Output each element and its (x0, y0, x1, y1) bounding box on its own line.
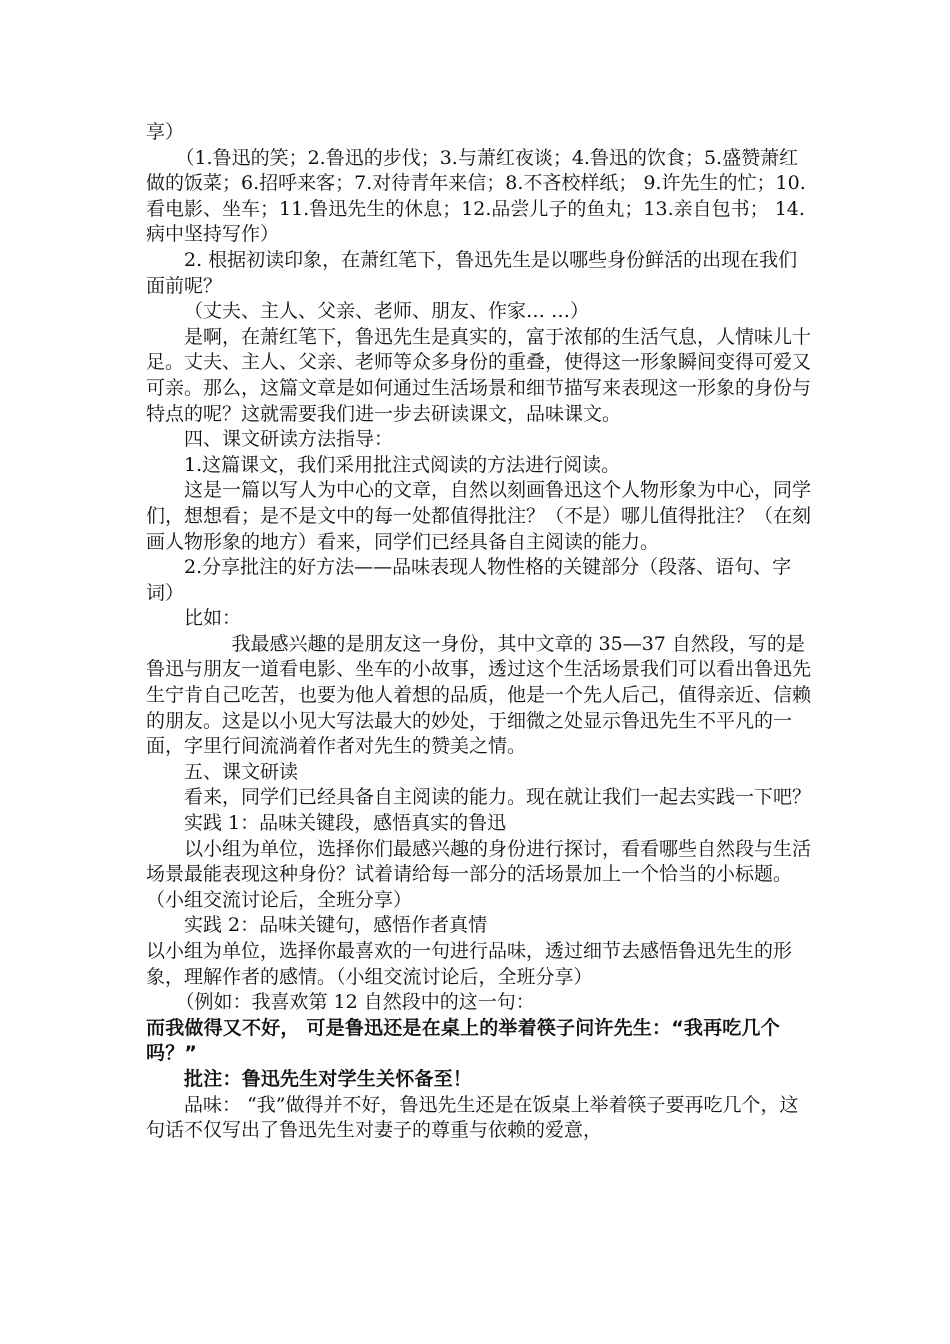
section-heading: 五、课文研读 (184, 760, 299, 783)
paragraph: 实践 2：品味关键句，感悟作者真情 (184, 914, 488, 937)
paragraph: 1.这篇课文，我们采用批注式阅读的方法进行阅读。 (184, 453, 621, 476)
section-heading: 四、课文研读方法指导： (184, 428, 394, 451)
paragraph: 实践 1：品味关键段，感悟真实的鲁迅 (184, 812, 507, 835)
paragraph: 品味： “我”做得并不好，鲁迅先生还是在饭桌上举着筷子要再吃几个，这句话不仅写出了鲁迅先生对妻子的尊重与依赖的爱意， (146, 1093, 799, 1142)
paragraph: 是啊，在萧红笔下，鲁迅先生是真实的，富于浓郁的生活气息，人情味儿十足。丈夫、主人、父亲、老师等众多身份的重叠，使得这一形象瞬间变得可爱又可亲。那么，这篇文章是如何通过生活场景和细节描写来表现这一形象的身份与特点的呢？这就需要我们进一步去研读课文，品味课文。 (146, 325, 812, 425)
quoted-sentence: 而我做得又不好， 可是鲁迅还是在桌上的举着筷子问许先生：“我再吃几个吗？” (146, 1016, 780, 1065)
paragraph: 看来，同学们已经具备自主阅读的能力。现在就让我们一起去实践一下吧？ (184, 786, 812, 809)
paragraph: 我最感兴趣的是朋友这一身份，其中文章的 35—37 自然段，写的是鲁迅与朋友一道看电影、坐车的小故事，透过这个生活场景我们可以看出鲁迅先生宁肯自己吃苦，也要为他人着想的品质，他是一个先人后己，值得亲近、信赖的朋友。这是以小见大写法最大的妙处，于细微之处显示鲁迅先生不平凡的一面，字里行间流淌着作者对先生的赞美之情。 (146, 632, 812, 758)
paragraph: 2. 根据初读印象，在萧红笔下，鲁迅先生是以哪些身份鲜活的出现在我们面前呢？ (146, 248, 798, 297)
paragraph: 享） (146, 121, 185, 143)
paragraph: 这是一篇以写人为中心的文章，自然以刻画鲁迅这个人物形象为中心，同学们，想想看；是不是文中的每一处都值得批注？（不是）哪儿值得批注？（在刻画人物形象的地方）看来，同学们已经具备自主阅读的能力。 (146, 479, 812, 553)
paragraph: 2.分享批注的好方法——品味表现人物性格的关键部分（段落、语句、字词） (146, 556, 792, 604)
paragraph: 以小组为单位，选择你最喜欢的一句进行品味，透过细节去感悟鲁迅先生的形象，理解作者的感情。（小组交流讨论后，全班分享） (146, 940, 793, 988)
paragraph: 以小组为单位，选择你们最感兴趣的身份进行探讨，看看哪些自然段与生活场景最能表现这种身份？试着请给每一部分的活场景加上一个恰当的小标题。（小组交流讨论后，全班分享） (146, 837, 812, 911)
paragraph: （丈夫、主人、父亲、老师、朋友、作家… …） (184, 300, 590, 323)
annotation: 批注：鲁迅先生对学生关怀备至！ (184, 1067, 473, 1090)
paragraph: 比如： (184, 607, 242, 630)
document-body (146, 120, 816, 1144)
paragraph: （1.鲁迅的笑；2.鲁迅的步伐；3.与萧红夜谈；4.鲁迅的饮食；5.盛赞萧红做的饭菜；6.招呼来客；7.对待青年来信；8.不吝校样纸； 9.许先生的忙；10.看电影、坐车；11.鲁迅先生的休息；12.品尝儿子的鱼丸；13.亲自包书； 14.病中坚持写作） (146, 146, 806, 246)
paragraph: （例如：我喜欢第 12 自然段中的这一句： (175, 991, 535, 1014)
